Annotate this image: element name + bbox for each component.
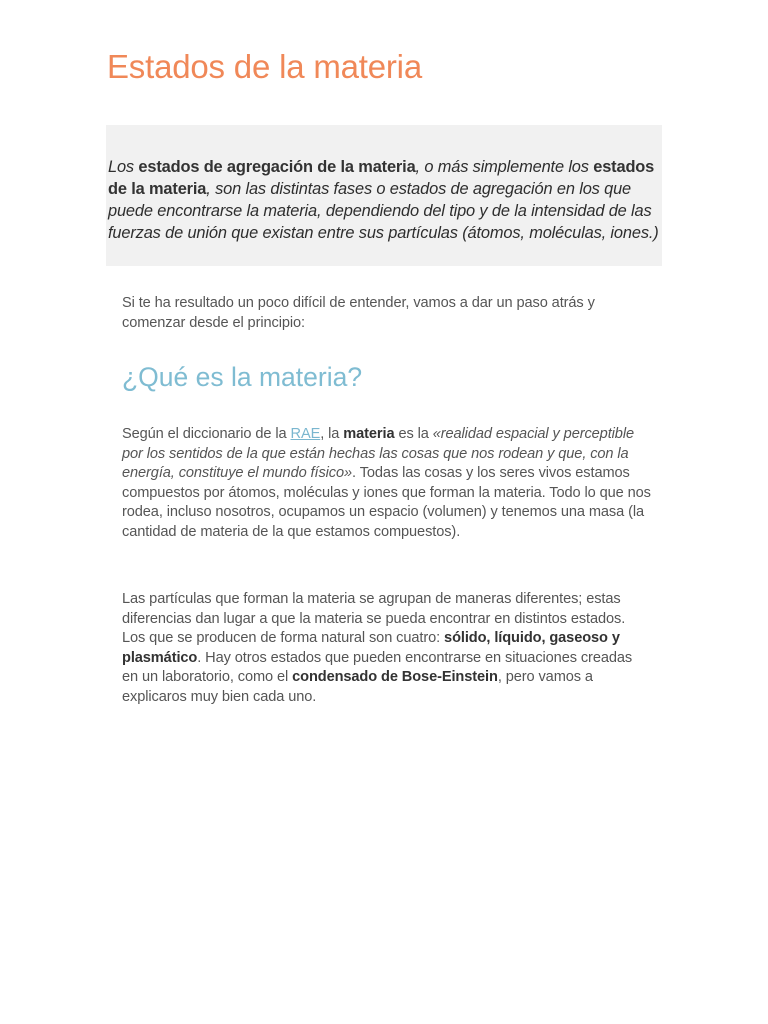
paragraph-text: Si te ha resultado un poco difícil de entender, vamos a dar un paso atrás y comenzar desde el principio: — [122, 295, 595, 331]
paragraph-definition — [122, 425, 652, 542]
intro-callout — [106, 125, 662, 266]
term-materia: materia — [343, 426, 395, 442]
intro-text-part: , son las distintas fases o estados de agregación en los que puede encontrarse la materia, dependiendo del tipo y de la intensidad de las fuerzas de unión que existan entre sus partículas (átomos, moléculas, iones.) — [108, 180, 659, 242]
rae-link[interactable]: RAE — [290, 426, 321, 442]
term-four-states: sólido, líquido, gaseoso y plasmático — [122, 630, 620, 666]
paragraph-text: , la — [320, 426, 344, 442]
paragraph-text: es la — [394, 426, 433, 442]
intro-term-estados-materia: estados de la materia — [108, 158, 655, 198]
section-heading: ¿Qué es la materia? — [122, 362, 363, 392]
paragraph-text: , pero vamos a explicaros muy bien cada uno. — [122, 669, 593, 705]
intro-text-part: , o más simplemente los — [415, 158, 594, 176]
paragraph-states — [122, 590, 652, 707]
intro-text — [108, 156, 660, 244]
intro-term-estados-agregacion: estados de agregación de la materia — [138, 158, 416, 176]
term-bose-einstein: condensado de Bose-Einstein — [292, 669, 498, 685]
document-title: Estados de la materia — [107, 48, 422, 85]
paragraph-text: . Hay otros estados que pueden encontrarse en situaciones creadas en un laboratorio, como el — [122, 649, 633, 685]
paragraph-intro — [122, 294, 652, 333]
paragraph-text: . Todas las cosas y los seres vivos estamos compuestos por átomos, moléculas y iones que forman la materia. Todo lo que nos rodea, incluso nosotros, ocupamos un espacio (volumen) y tenemos una masa (la cantidad de materia de la que estamos compuestos). — [122, 465, 651, 540]
intro-text-part: Los — [108, 158, 139, 176]
rae-quote: «realidad espacial y perceptible por los sentidos de la que están hechas las cosas que nos rodean y que, con la energía, constituye el mundo físico» — [122, 426, 634, 481]
paragraph-text: Según el diccionario de la — [122, 426, 291, 442]
paragraph-text: Las partículas que forman la materia se agrupan de maneras diferentes; estas diferencias dan lugar a que la materia se pueda encontrar en distintos estados. Los que se producen de forma natural son cuatro: — [122, 591, 626, 646]
